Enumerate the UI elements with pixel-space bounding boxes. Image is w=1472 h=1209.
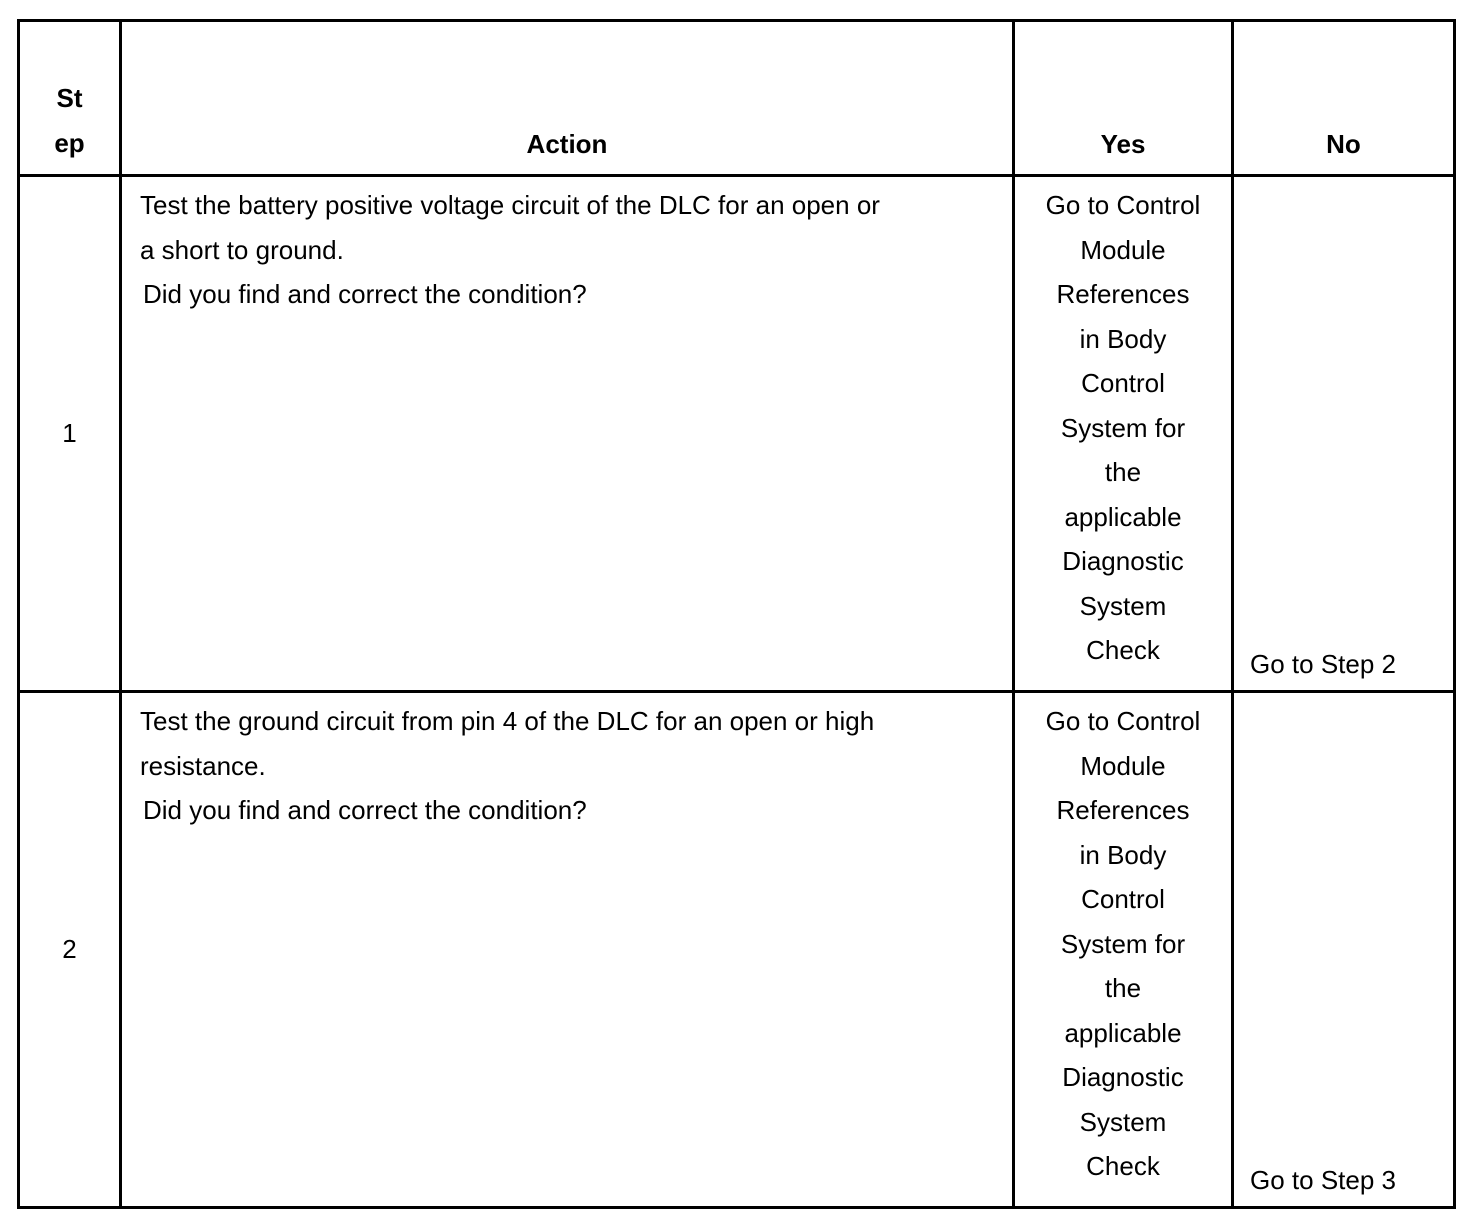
yes-text-line: Check: [1086, 1151, 1160, 1181]
header-step-line1: St: [56, 83, 83, 113]
yes-text-line: System: [1079, 1106, 1167, 1137]
action-cell: [121, 176, 1014, 692]
yes-text-line: Module: [1080, 750, 1166, 781]
yes-text-line: Diagnostic: [1062, 1062, 1184, 1092]
yes-text-line: applicable: [1064, 1017, 1182, 1048]
yes-text-line: applicable: [1064, 501, 1182, 532]
action-text-line: resistance.: [140, 750, 266, 781]
yes-text-line: Go to Control: [1045, 190, 1201, 220]
yes-cell: [1014, 176, 1233, 692]
yes-text-line: Module: [1080, 234, 1166, 265]
action-text-line: a short to ground.: [140, 234, 344, 265]
header-row: [19, 21, 1455, 176]
yes-text-line: Control: [1081, 884, 1165, 914]
yes-text-line: References: [1056, 279, 1190, 309]
header-no: No: [1233, 21, 1455, 176]
action-question: Did you find and correct the condition?: [143, 795, 587, 825]
header-step: [19, 21, 121, 176]
table-row: [19, 692, 1455, 1208]
header-action: Action: [121, 21, 1014, 176]
yes-cell: [1014, 692, 1233, 1208]
yes-text-line: Go to Control: [1045, 706, 1201, 736]
yes-text-line: Diagnostic: [1062, 546, 1184, 576]
yes-text-line: the: [1104, 457, 1142, 487]
header-yes: Yes: [1014, 21, 1233, 176]
action-text-line: Test the ground circuit from pin 4 of the DLC for an open or high: [140, 706, 875, 736]
yes-text-line: System for: [1060, 412, 1186, 443]
action-question: Did you find and correct the condition?: [143, 279, 587, 309]
yes-text-line: Check: [1086, 635, 1160, 665]
yes-text-line: References: [1056, 795, 1190, 825]
yes-text-line: in Body: [1079, 839, 1167, 870]
diagnostic-table: [17, 19, 1456, 1209]
yes-text-line: System: [1079, 590, 1167, 621]
yes-text-line: in Body: [1079, 323, 1167, 354]
action-text-line: Test the battery positive voltage circuit of the DLC for an open or: [140, 190, 880, 220]
no-cell: Go to Step 2: [1233, 176, 1455, 692]
step-number: 1: [19, 176, 121, 692]
header-step-line2: ep: [54, 127, 85, 158]
yes-text-line: Control: [1081, 368, 1165, 398]
action-cell: [121, 692, 1014, 1208]
yes-text-line: System for: [1060, 928, 1186, 959]
table-row: [19, 176, 1455, 692]
yes-text-line: the: [1104, 973, 1142, 1003]
step-number: 2: [19, 692, 121, 1208]
no-cell: Go to Step 3: [1233, 692, 1455, 1208]
